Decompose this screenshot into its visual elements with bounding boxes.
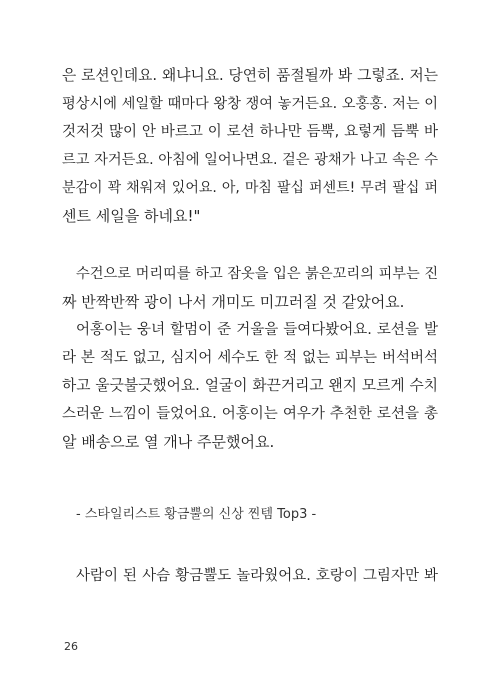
text-line: 짜 반짝반짝 광이 나서 개미도 미끄러질 것 같았어요. — [62, 293, 405, 311]
paragraph-3 — [62, 316, 438, 456]
paragraph-2 — [62, 260, 438, 316]
text-line: 분감이 꽉 채워져 있어요. 아, 마침 팔십 퍼센트! 무려 팔십 퍼 — [62, 180, 438, 196]
text-line: 수건으로 머리띠를 하고 잠옷을 입은 붉은꼬리의 피부는 진 — [76, 266, 439, 282]
text-line: 센트 세일을 하네요!" — [62, 207, 201, 225]
text-line: 하고 울긋불긋했어요. 얼굴이 화끈거리고 왠지 모르게 수치 — [62, 377, 438, 394]
text-line: 평상시에 세일할 때마다 왕창 쟁여 놓거든요. 오홍홍. 저는 이 — [62, 96, 438, 112]
text-line: 것저것 많이 안 바르고 이 로션 하나만 듬뿍, 요렇게 듬뿍 바 — [62, 124, 438, 140]
page-number: 26 — [64, 640, 78, 653]
text-line: 스러운 느낌이 들었어요. 어홍이는 여우가 추천한 로션을 총 — [62, 406, 438, 422]
text-line: 사람이 된 사슴 황금뿔도 놀라웠어요. 호랑이 그림자만 봐 — [76, 568, 438, 584]
paragraph-4 — [62, 562, 438, 590]
text-line: 라 본 적도 없고, 심지어 세수도 한 적 없는 피부는 버석버석 — [62, 350, 438, 366]
paragraph-1 — [62, 62, 438, 230]
text-line: 알 배송으로 열 개나 주문했어요. — [62, 433, 275, 451]
section-heading: - 스타일리스트 황금뿔의 신상 찐템 Top3 - — [76, 507, 317, 522]
text-line: 어홍이는 웅녀 할멈이 준 거울을 들여다봤어요. 로션을 발 — [76, 322, 438, 338]
text-line: 은 로션인데요. 왜냐니요. 당연히 품절될까 봐 그렇죠. 저는 — [62, 67, 438, 84]
text-line: 르고 자거든요. 아침에 일어나면요. 겉은 광채가 나고 속은 수 — [62, 152, 438, 168]
